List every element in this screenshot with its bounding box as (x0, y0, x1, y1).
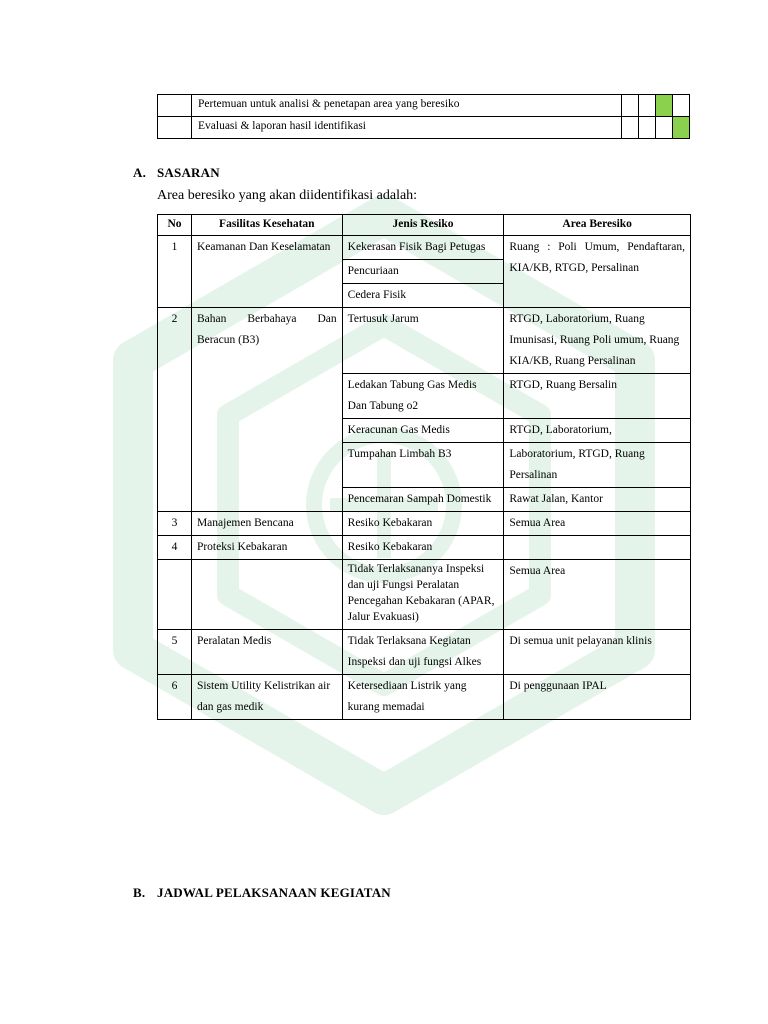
facility-cell: Proteksi Kebakaran (191, 536, 342, 560)
row-number: 5 (158, 630, 192, 675)
row-number: 3 (158, 512, 192, 536)
row-number: 4 (158, 536, 192, 560)
risk-cell: Tumpahan Limbah B3 (342, 443, 504, 488)
risk-cell: Pencuriaan (342, 260, 504, 284)
section-a-heading: A. SASARAN (133, 165, 220, 180)
table-row (158, 630, 691, 675)
header-facility: Fasilitas Kesehatan (191, 215, 342, 236)
area-cell: RTGD, Laboratorium, (504, 419, 691, 443)
risk-cell: Kekerasan Fisik Bagi Petugas (342, 236, 504, 260)
area-cell: Di penggunaan IPAL (504, 675, 691, 720)
schedule-activity: Pertemuan untuk analisi & penetapan area yang beresiko (192, 95, 622, 117)
schedule-number-cell (158, 117, 192, 139)
facility-cell: Manajemen Bencana (191, 512, 342, 536)
schedule-cell (622, 95, 639, 117)
schedule-cell (639, 95, 656, 117)
risk-cell: Tidak Terlaksananya Inspeksi dan uji Fungsi Peralatan Pencegahan Kebakaran (APAR, Jalur Evakuasi) (342, 560, 504, 630)
schedule-activity: Evaluasi & laporan hasil identifikasi (192, 117, 622, 139)
area-cell: Di semua unit pelayanan klinis (504, 630, 691, 675)
table-row (158, 308, 691, 374)
schedule-table (157, 94, 690, 139)
schedule-cell (639, 117, 656, 139)
risk-cell: Pencemaran Sampah Domestik (342, 488, 504, 512)
schedule-cell (673, 95, 690, 117)
facility-cell (191, 560, 342, 630)
schedule-cell-filled (656, 95, 673, 117)
area-cell (504, 536, 691, 560)
area-cell: Semua Area (504, 560, 691, 630)
table-row (158, 236, 691, 260)
risk-cell: Tidak Terlaksana Kegiatan Inspeksi dan uji fungsi Alkes (342, 630, 504, 675)
table-row (158, 675, 691, 720)
header-no: No (158, 215, 192, 236)
header-risk: Jenis Resiko (342, 215, 504, 236)
risk-table (157, 214, 691, 720)
area-cell: Ruang : Poli Umum, Pendaftaran, KIA/KB, RTGD, Persalinan (504, 236, 691, 308)
table-header-row (158, 215, 691, 236)
area-cell: Laboratorium, RTGD, Ruang Persalinan (504, 443, 691, 488)
schedule-cell (656, 117, 673, 139)
header-area: Area Beresiko (504, 215, 691, 236)
table-row (158, 560, 691, 630)
schedule-row (158, 117, 690, 139)
risk-cell: Ketersediaan Listrik yang kurang memadai (342, 675, 504, 720)
table-row (158, 536, 691, 560)
facility-cell: Sistem Utility Kelistrikan air dan gas medik (191, 675, 342, 720)
area-cell: Semua Area (504, 512, 691, 536)
area-cell: RTGD, Laboratorium, Ruang Imunisasi, Ruang Poli umum, Ruang KIA/KB, Ruang Persalinan (504, 308, 691, 374)
risk-cell: Cedera Fisik (342, 284, 504, 308)
section-b-heading: B. JADWAL PELAKSANAAN KEGIATAN (133, 885, 391, 900)
facility-cell: Keamanan Dan Keselamatan (191, 236, 342, 308)
section-a-intro: Area beresiko yang akan diidentifikasi adalah: (157, 188, 418, 203)
schedule-number-cell (158, 95, 192, 117)
schedule-row (158, 95, 690, 117)
row-number (158, 560, 192, 630)
risk-cell: Resiko Kebakaran (342, 512, 504, 536)
schedule-cell (622, 117, 639, 139)
risk-cell: Ledakan Tabung Gas Medis Dan Tabung o2 (342, 374, 504, 419)
facility-cell: Bahan Berbahaya Dan Beracun (B3) (191, 308, 342, 512)
facility-cell: Peralatan Medis (191, 630, 342, 675)
table-row (158, 512, 691, 536)
area-cell: Rawat Jalan, Kantor (504, 488, 691, 512)
row-number: 6 (158, 675, 192, 720)
row-number: 2 (158, 308, 192, 512)
risk-cell: Keracunan Gas Medis (342, 419, 504, 443)
schedule-cell-filled (673, 117, 690, 139)
risk-cell: Tertusuk Jarum (342, 308, 504, 374)
risk-cell: Resiko Kebakaran (342, 536, 504, 560)
area-cell: RTGD, Ruang Bersalin (504, 374, 691, 419)
row-number: 1 (158, 236, 192, 308)
